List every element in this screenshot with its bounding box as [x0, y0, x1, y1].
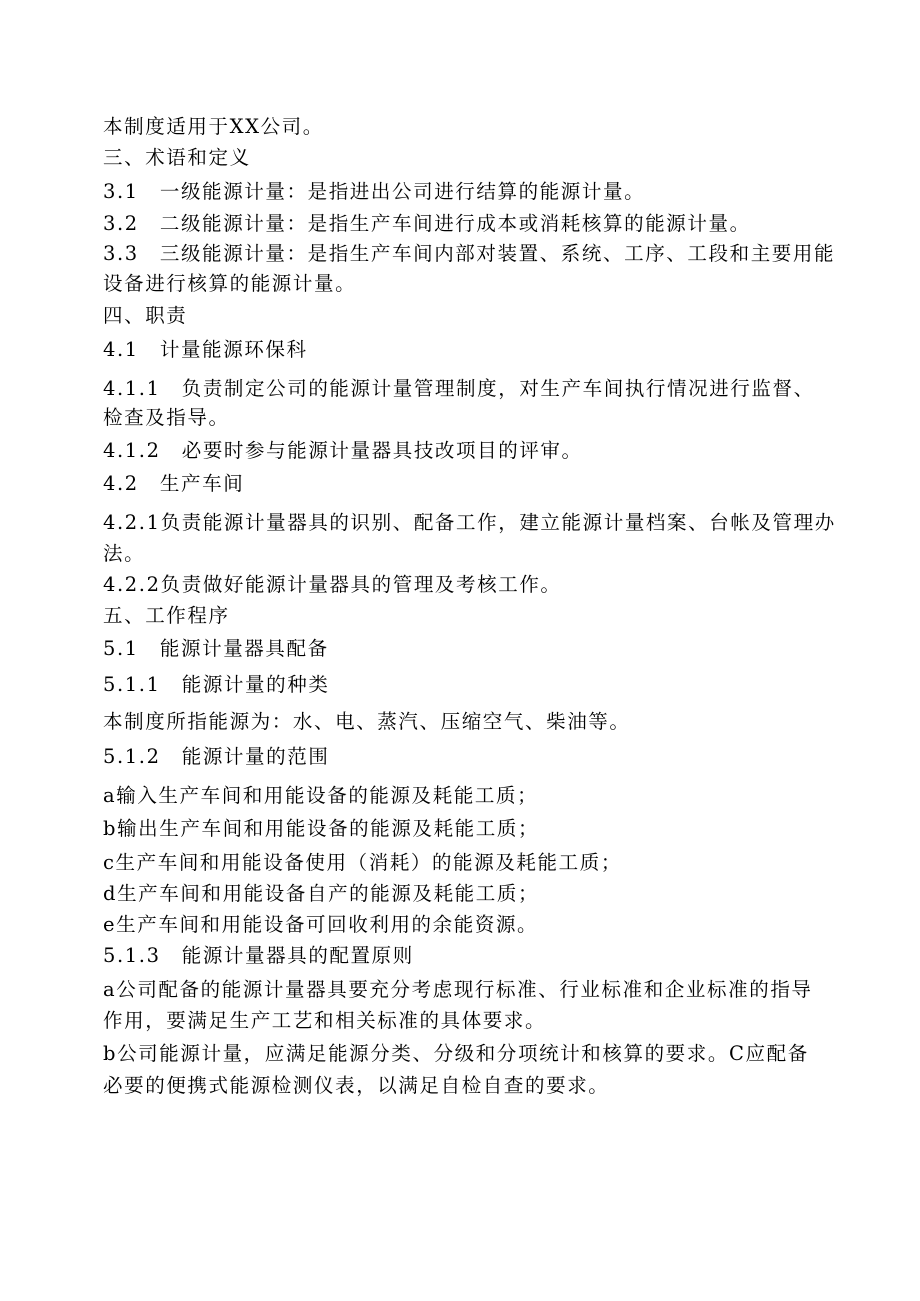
text-line-4-1-1: 4.1.1 负责制定公司的能源计量管理制度，对生产车间执行情况进行监督、 — [103, 377, 815, 400]
principle-b: b公司能源计量，应满足能源分类、分级和分项统计和核算的要求。C应配备 — [103, 1042, 809, 1065]
text-line-3-2: 3.2 二级能源计量：是指生产车间进行成本或消耗核算的能源计量。 — [103, 212, 751, 235]
section-heading-procedure: 五、工作程序 — [103, 604, 230, 627]
text-line-3-3: 3.3 三级能源计量：是指生产车间内部对装置、系统、工序、工段和主要用能 — [103, 242, 836, 265]
text-line-5-1-1: 5.1.1 能源计量的种类 — [103, 673, 330, 696]
list-item-c: c生产车间和用能设备使用（消耗）的能源及耗能工质； — [103, 851, 622, 874]
text-line-scope: 本制度适用于XX公司。 — [103, 115, 324, 138]
text-line-4-1-2: 4.1.2 必要时参与能源计量器具技改项目的评审。 — [103, 439, 583, 462]
text-line-5-1-3: 5.1.3 能源计量器具的配置原则 — [103, 944, 414, 967]
list-item-b: b输出生产车间和用能设备的能源及耗能工质； — [103, 817, 540, 840]
list-item-a: a输入生产车间和用能设备的能源及耗能工质； — [103, 784, 539, 807]
text-line-4-1: 4.1 计量能源环保科 — [103, 338, 308, 361]
list-item-d: d生产车间和用能设备自产的能源及耗能工质； — [103, 882, 540, 905]
text-line-5-1: 5.1 能源计量器具配备 — [103, 637, 329, 660]
principle-b-cont: 必要的便携式能源检测仪表，以满足自检自查的要求。 — [103, 1074, 610, 1097]
list-item-e: e生产车间和用能设备可回收利用的余能资源。 — [103, 913, 539, 936]
text-line-3-1: 3.1 一级能源计量：是指进出公司进行结算的能源计量。 — [103, 180, 646, 203]
principle-a: a公司配备的能源计量器具要充分考虑现行标准、行业标准和企业标准的指导 — [103, 978, 813, 1001]
section-heading-duties: 四、职责 — [103, 304, 188, 327]
text-line-5-1-2: 5.1.2 能源计量的范围 — [103, 745, 330, 768]
text-line-4-2: 4.2 生产车间 — [103, 472, 245, 495]
text-line-3-3-cont: 设备进行核算的能源计量。 — [103, 272, 357, 295]
text-line-4-1-1-cont: 检查及指导。 — [103, 406, 230, 429]
principle-a-cont: 作用，要满足生产工艺和相关标准的具体要求。 — [103, 1009, 547, 1032]
text-line-4-2-1: 4.2.1负责能源计量器具的识别、配备工作，建立能源计量档案、台帐及管理办 — [103, 511, 836, 534]
section-heading-terms: 三、术语和定义 — [103, 146, 251, 169]
text-line-4-2-1-cont: 法。 — [103, 542, 146, 565]
text-line-4-2-2: 4.2.2负责做好能源计量器具的管理及考核工作。 — [103, 573, 562, 596]
text-line-energy-types: 本制度所指能源为：水、电、蒸汽、压缩空气、柴油等。 — [103, 710, 631, 733]
